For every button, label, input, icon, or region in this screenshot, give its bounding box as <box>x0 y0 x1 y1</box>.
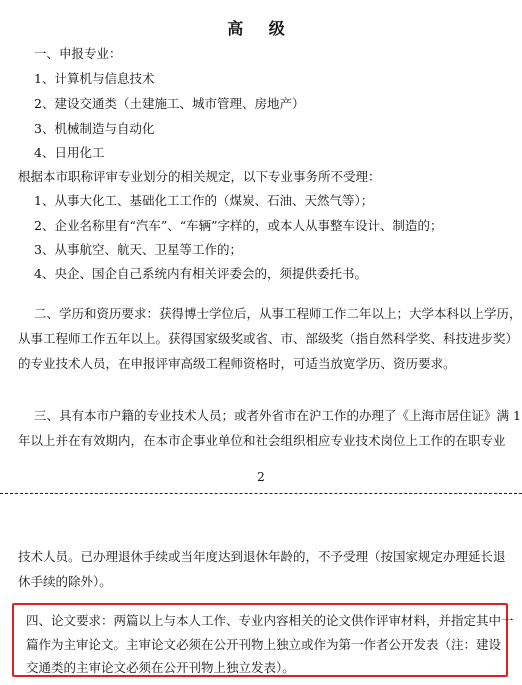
section2-line: 从事工程师工作五年以上。获得国家级奖或省、市、部级奖（指自然科学奖、科技进步奖） <box>18 331 519 346</box>
section1-item: 2、建设交通类（土建施工、城市管理、房地产） <box>34 96 305 111</box>
page-number: 2 <box>257 470 265 484</box>
section2-line: 的专业技术人员，在申报评审高级工程师资格时，可适当放宽学历、资历要求。 <box>18 356 456 371</box>
section4-line: 四、论文要求：两篇以上与本人工作、专业内容相关的论文供作评审材料，并指定其中一 <box>26 613 514 628</box>
page-title: 高 级 <box>227 19 295 38</box>
section3-continuation: 技术人员。已办理退休手续或当年度达到退休年龄的，不予受理（按国家规定办理延长退 <box>18 549 506 564</box>
section1-item: 4、日用化工 <box>34 145 105 160</box>
section1-note: 根据本市职称评审专业划分的相关规定，以下专业事务所不受理： <box>18 169 381 184</box>
exclusion-item: 4、央企、国企自己系统内有相关评委会的，须提供委托书。 <box>34 266 367 281</box>
section4-line: 交通类的主审论文必须在公开刊物上独立发表）。 <box>26 660 295 675</box>
section1-heading: 一、申报专业： <box>34 46 122 61</box>
section3-continuation: 休手续的除外）。 <box>18 574 112 589</box>
exclusion-item: 3、从事航空、航天、卫星等工作的； <box>34 242 242 257</box>
section1-item: 3、机械制造与自动化 <box>34 121 155 136</box>
section2-line: 二、学历和资历要求：获得博士学位后，从事工程师工作二年以上；大学本科以上学历， <box>34 306 522 321</box>
section1-item: 1、计算机与信息技术 <box>34 71 155 86</box>
exclusion-item: 2、企业名称里有“汽车”、“车辆”字样的，或本人从事整车设计、制造的； <box>34 218 443 233</box>
page-break-divider <box>0 493 522 494</box>
section3-line: 年以上并在有效期内，在本市企事业单位和社会组织相应专业技术岗位上工作的在职专业 <box>18 433 506 448</box>
exclusion-item: 1、从事大化工、基础化工工作的（煤炭、石油、天然气等）； <box>34 193 374 208</box>
section3-line: 三、具有本市户籍的专业技术人员；或者外省市在沪工作的办理了《上海市居住证》满 1 <box>34 408 521 423</box>
section4-line: 篇作为主审论文。主审论文必须在公开刊物上独立或作为第一作者公开发表（注：建设 <box>26 637 502 652</box>
